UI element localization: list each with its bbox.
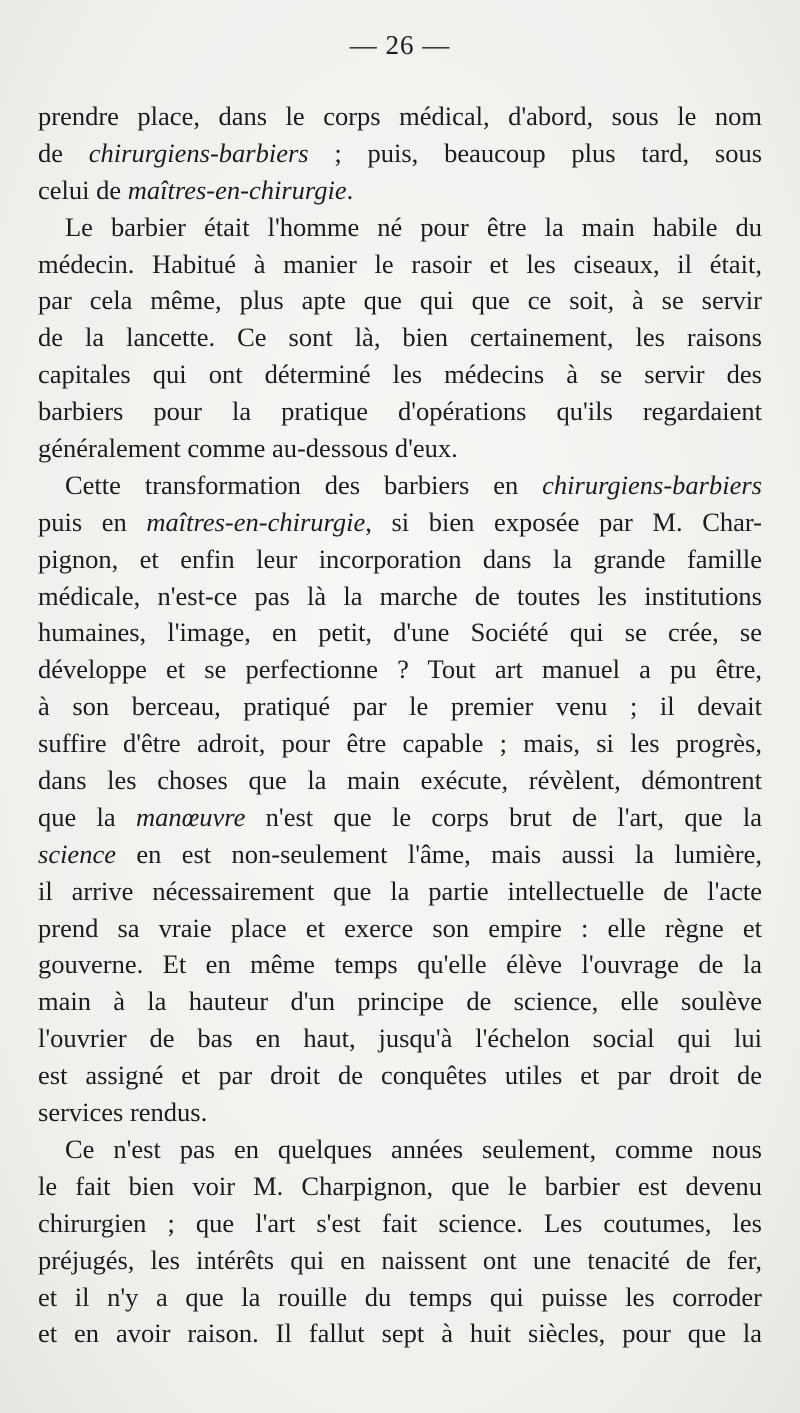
text-line: dans les choses que la main exécute, révèlent, démontrent — [38, 765, 762, 796]
text-line: que la manœuvre n'est que le corps brut de l'art, que la — [38, 801, 762, 832]
text-line: et en avoir raison. Il fallut sept à huit siècles, pour que la — [38, 1318, 762, 1349]
text-line: par cela même, plus apte que qui que ce soit, à se servir — [38, 285, 762, 316]
text-line: à son berceau, pratiqué par le premier venu ; il devait — [38, 691, 762, 722]
text-line: main à la hauteur d'un principe de science, elle soulève — [38, 986, 762, 1017]
text-line: l'ouvrier de bas en haut, jusqu'à l'échelon social qui lui — [38, 1023, 762, 1054]
text-line: Cette transformation des barbiers en chirurgiens-barbiers — [65, 469, 762, 500]
text-line: médicale, n'est-ce pas là la marche de toutes les institutions — [38, 580, 762, 611]
text-line: barbiers pour la pratique d'opérations qu'ils regardaient — [38, 396, 762, 427]
text-line: Le barbier était l'homme né pour être la main habile du — [65, 211, 762, 242]
text-line: développe et se perfectionne ? Tout art manuel a pu être, — [38, 654, 762, 685]
text-line: le fait bien voir M. Charpignon, que le barbier est devenu — [38, 1170, 762, 1201]
text-line: est assigné et par droit de conquêtes utiles et par droit de — [38, 1060, 762, 1091]
text-line: il arrive nécessairement que la partie intellectuelle de l'acte — [38, 875, 762, 906]
text-line: Ce n'est pas en quelques années seulement, comme nous — [65, 1133, 762, 1164]
text-line: gouverne. Et en même temps qu'elle élève l'ouvrage de la — [38, 949, 762, 980]
text-line: médecin. Habitué à manier le rasoir et les ciseaux, il était, — [38, 248, 762, 279]
text-line: capitales qui ont déterminé les médecins à se servir des — [38, 359, 762, 390]
text-line: de la lancette. Ce sont là, bien certainement, les raisons — [38, 322, 762, 353]
text-line: science en est non-seulement l'âme, mais aussi la lumière, — [38, 838, 762, 869]
text-line: généralement comme au-dessous d'eux. — [38, 433, 458, 464]
text-line: humaines, l'image, en petit, d'une Société qui se crée, se — [38, 617, 762, 648]
text-line: prend sa vraie place et exerce son empire : elle règne et — [38, 912, 762, 943]
text-line: chirurgien ; que l'art s'est fait science. Les coutumes, les — [38, 1207, 762, 1238]
text-line: et il n'y a que la rouille du temps qui puisse les corroder — [38, 1281, 762, 1312]
paragraph — [38, 467, 762, 1131]
body-text — [38, 98, 762, 1352]
text-line: puis en maîtres-en-chirurgie, si bien exposée par M. Char- — [38, 506, 762, 537]
text-line: préjugés, les intérêts qui en naissent ont une tenacité de fer, — [38, 1244, 762, 1275]
paragraph — [38, 98, 762, 209]
text-line: prendre place, dans le corps médical, d'abord, sous le nom — [38, 101, 762, 131]
page-number: — 26 — — [349, 30, 451, 60]
text-line: celui de maîtres-en-chirurgie. — [38, 174, 354, 205]
paragraph — [38, 209, 762, 467]
text-line: de chirurgiens-barbiers ; puis, beaucoup plus tard, sous — [38, 137, 762, 168]
text-line: suffire d'être adroit, pour être capable ; mais, si les progrès, — [38, 728, 762, 759]
text-line: pignon, et enfin leur incorporation dans la grande famille — [38, 543, 762, 574]
paragraph — [38, 1131, 762, 1352]
text-line: services rendus. — [38, 1097, 208, 1128]
